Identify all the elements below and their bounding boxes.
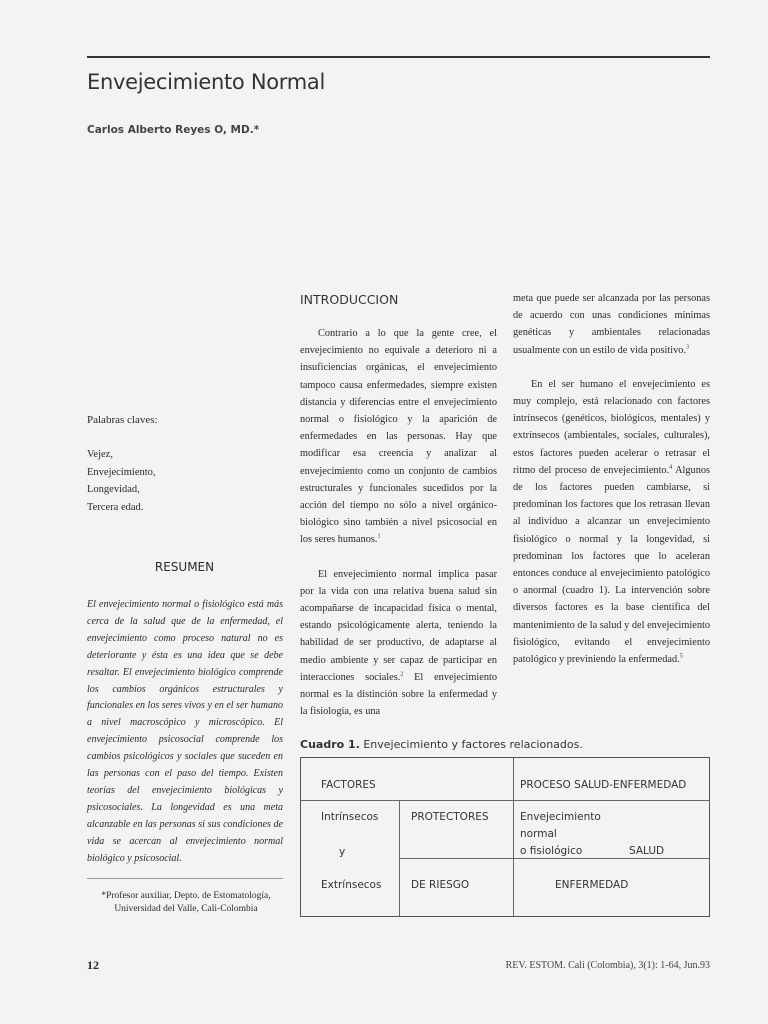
author-line: Carlos Alberto Reyes O, MD.* bbox=[87, 124, 260, 136]
cell-fisiologico: o fisiológico bbox=[520, 845, 583, 857]
page-number: 12 bbox=[87, 958, 99, 972]
author-footnote: *Profesor auxiliar, Depto. de Estomatología, Universidad del Valle, Cali-Colombia bbox=[101, 891, 271, 914]
cell-enfermedad: ENFERMEDAD bbox=[555, 879, 629, 891]
footnote-divider bbox=[87, 878, 283, 879]
cell-de-riesgo: DE RIESGO bbox=[411, 879, 470, 891]
intro-paragraph-2: El envejecimiento normal implica pasar por la vida con una relativa buena salud sin acompañarse de incapacidad física o mental, estando psicológicamente alerta, teniendo la habilidad de ser productivo, de adaptarse al medio ambiente y ser capaz de participar en interacciones sociales.$^2$ El envejecimiento normal es la distinción sobre la enfermedad y la fisiología, es una bbox=[300, 568, 497, 718]
cell-salud: SALUD bbox=[629, 845, 665, 857]
table-caption: Cuadro 1. Envejecimiento y factores relacionados. bbox=[300, 738, 583, 751]
keyword-item: Longevidad, bbox=[87, 484, 140, 495]
right-column bbox=[513, 290, 710, 685]
intro-paragraph-3: meta que puede ser alcanzada por las personas de acuerdo con unas condiciones mínimas genéticas y ambientales relacionadas usualmente con un estilo de vida positivo.$^3$ bbox=[513, 293, 710, 356]
keywords-list bbox=[87, 446, 156, 516]
resumen-heading: RESUMEN bbox=[154, 560, 215, 574]
top-rule bbox=[87, 56, 710, 58]
table-divider bbox=[513, 758, 514, 916]
header-proceso: PROCESO SALUD-ENFERMEDAD bbox=[520, 779, 687, 791]
cell-normal: normal bbox=[520, 828, 557, 840]
cell-extrinsecos: Extrínsecos bbox=[321, 879, 382, 891]
middle-column bbox=[300, 325, 497, 737]
resumen-text: El envejecimiento normal o fisiológico está más cerca de la salud que de la enfermedad, el envejecimiento como proceso natural no es deteriorante y ésta es una idea que se debe resaltar. El envejecimiento biológico comprende los cambios orgánicos estructurales y funcionales en los seres vivos y en el ser humano a nivel macroscópico y microscópico. El envejecimiento psicosocial comprende los cambios psicológicos y sociales que suceden en las personas con el paso del tiempo. Existen teorías del envejecimiento biológicas y psicosociales. La longevidad es una meta alcanzable en las personas si sus condiciones de vida se acercan al envejecimiento normal biológico y psicosocial. bbox=[87, 599, 283, 864]
intro-paragraph-1: Contrario a lo que la gente cree, el envejecimiento no equivale a deterioro ni a insuficiencias orgánicas, el envejecimiento tampoco causa enfermedades, siempre existen distancia y diferencias entre el envejecimiento normal o fisiológico y la aparición de enfermedades en las personas. Hay que modificar esa creencia y analizar al envejecimiento como un conjunto de cambios estructurales y funcionales sucedidos por la acción del tiempo no sólo a nivel orgánico-biológico sino también a nivel psicosocial en los seres humanos.$^1$ bbox=[300, 328, 497, 546]
keyword-item: Tercera edad. bbox=[87, 501, 144, 513]
cell-y: y bbox=[339, 846, 346, 858]
journal-reference: REV. ESTOM. Cali (Colombia), 3(1): 1-64, Jun.93 bbox=[505, 960, 710, 971]
cuadro-1-table bbox=[300, 757, 710, 917]
header-factores: FACTORES bbox=[321, 779, 376, 791]
cell-envejecimiento: Envejecimiento bbox=[520, 811, 601, 823]
cell-intrinsecos: Intrínsecos bbox=[321, 811, 379, 823]
keyword-item: Vejez, bbox=[87, 449, 113, 460]
table-divider bbox=[301, 800, 709, 801]
intro-paragraph-4: En el ser humano el envejecimiento es muy complejo, está relacionado con factores intrínsecos (genéticos, biológicos, mentales) y extrínsecos (ambientales, sociales, culturales), estos factores pueden acelerar o retrasar el ritmo del proceso de envejecimiento.$^4$ Algunos de los factores pueden cambiarse, si predominan los factores que los retrasan llevan al individuo a alcanzar un envejecimiento fisiológico o normal y la longevidad, si predominan los factores que lo aceleran entonces conduce al envejecimiento patológico o anormal (cuadro 1). La intervención sobre diversos factores es la base científica del mantenimiento de la salud y del envejecimiento fisiológico, evitando el envejecimiento patológico y previniendo la enfermedad.$^5$ bbox=[513, 378, 710, 666]
keyword-item: Envejecimiento, bbox=[87, 466, 156, 478]
table-divider bbox=[399, 858, 709, 859]
article-title: Envejecimiento Normal bbox=[87, 70, 326, 94]
introduccion-heading: INTRODUCCION bbox=[300, 292, 399, 307]
keywords-heading: Palabras claves: bbox=[87, 414, 158, 426]
cell-protectores: PROTECTORES bbox=[411, 811, 489, 823]
